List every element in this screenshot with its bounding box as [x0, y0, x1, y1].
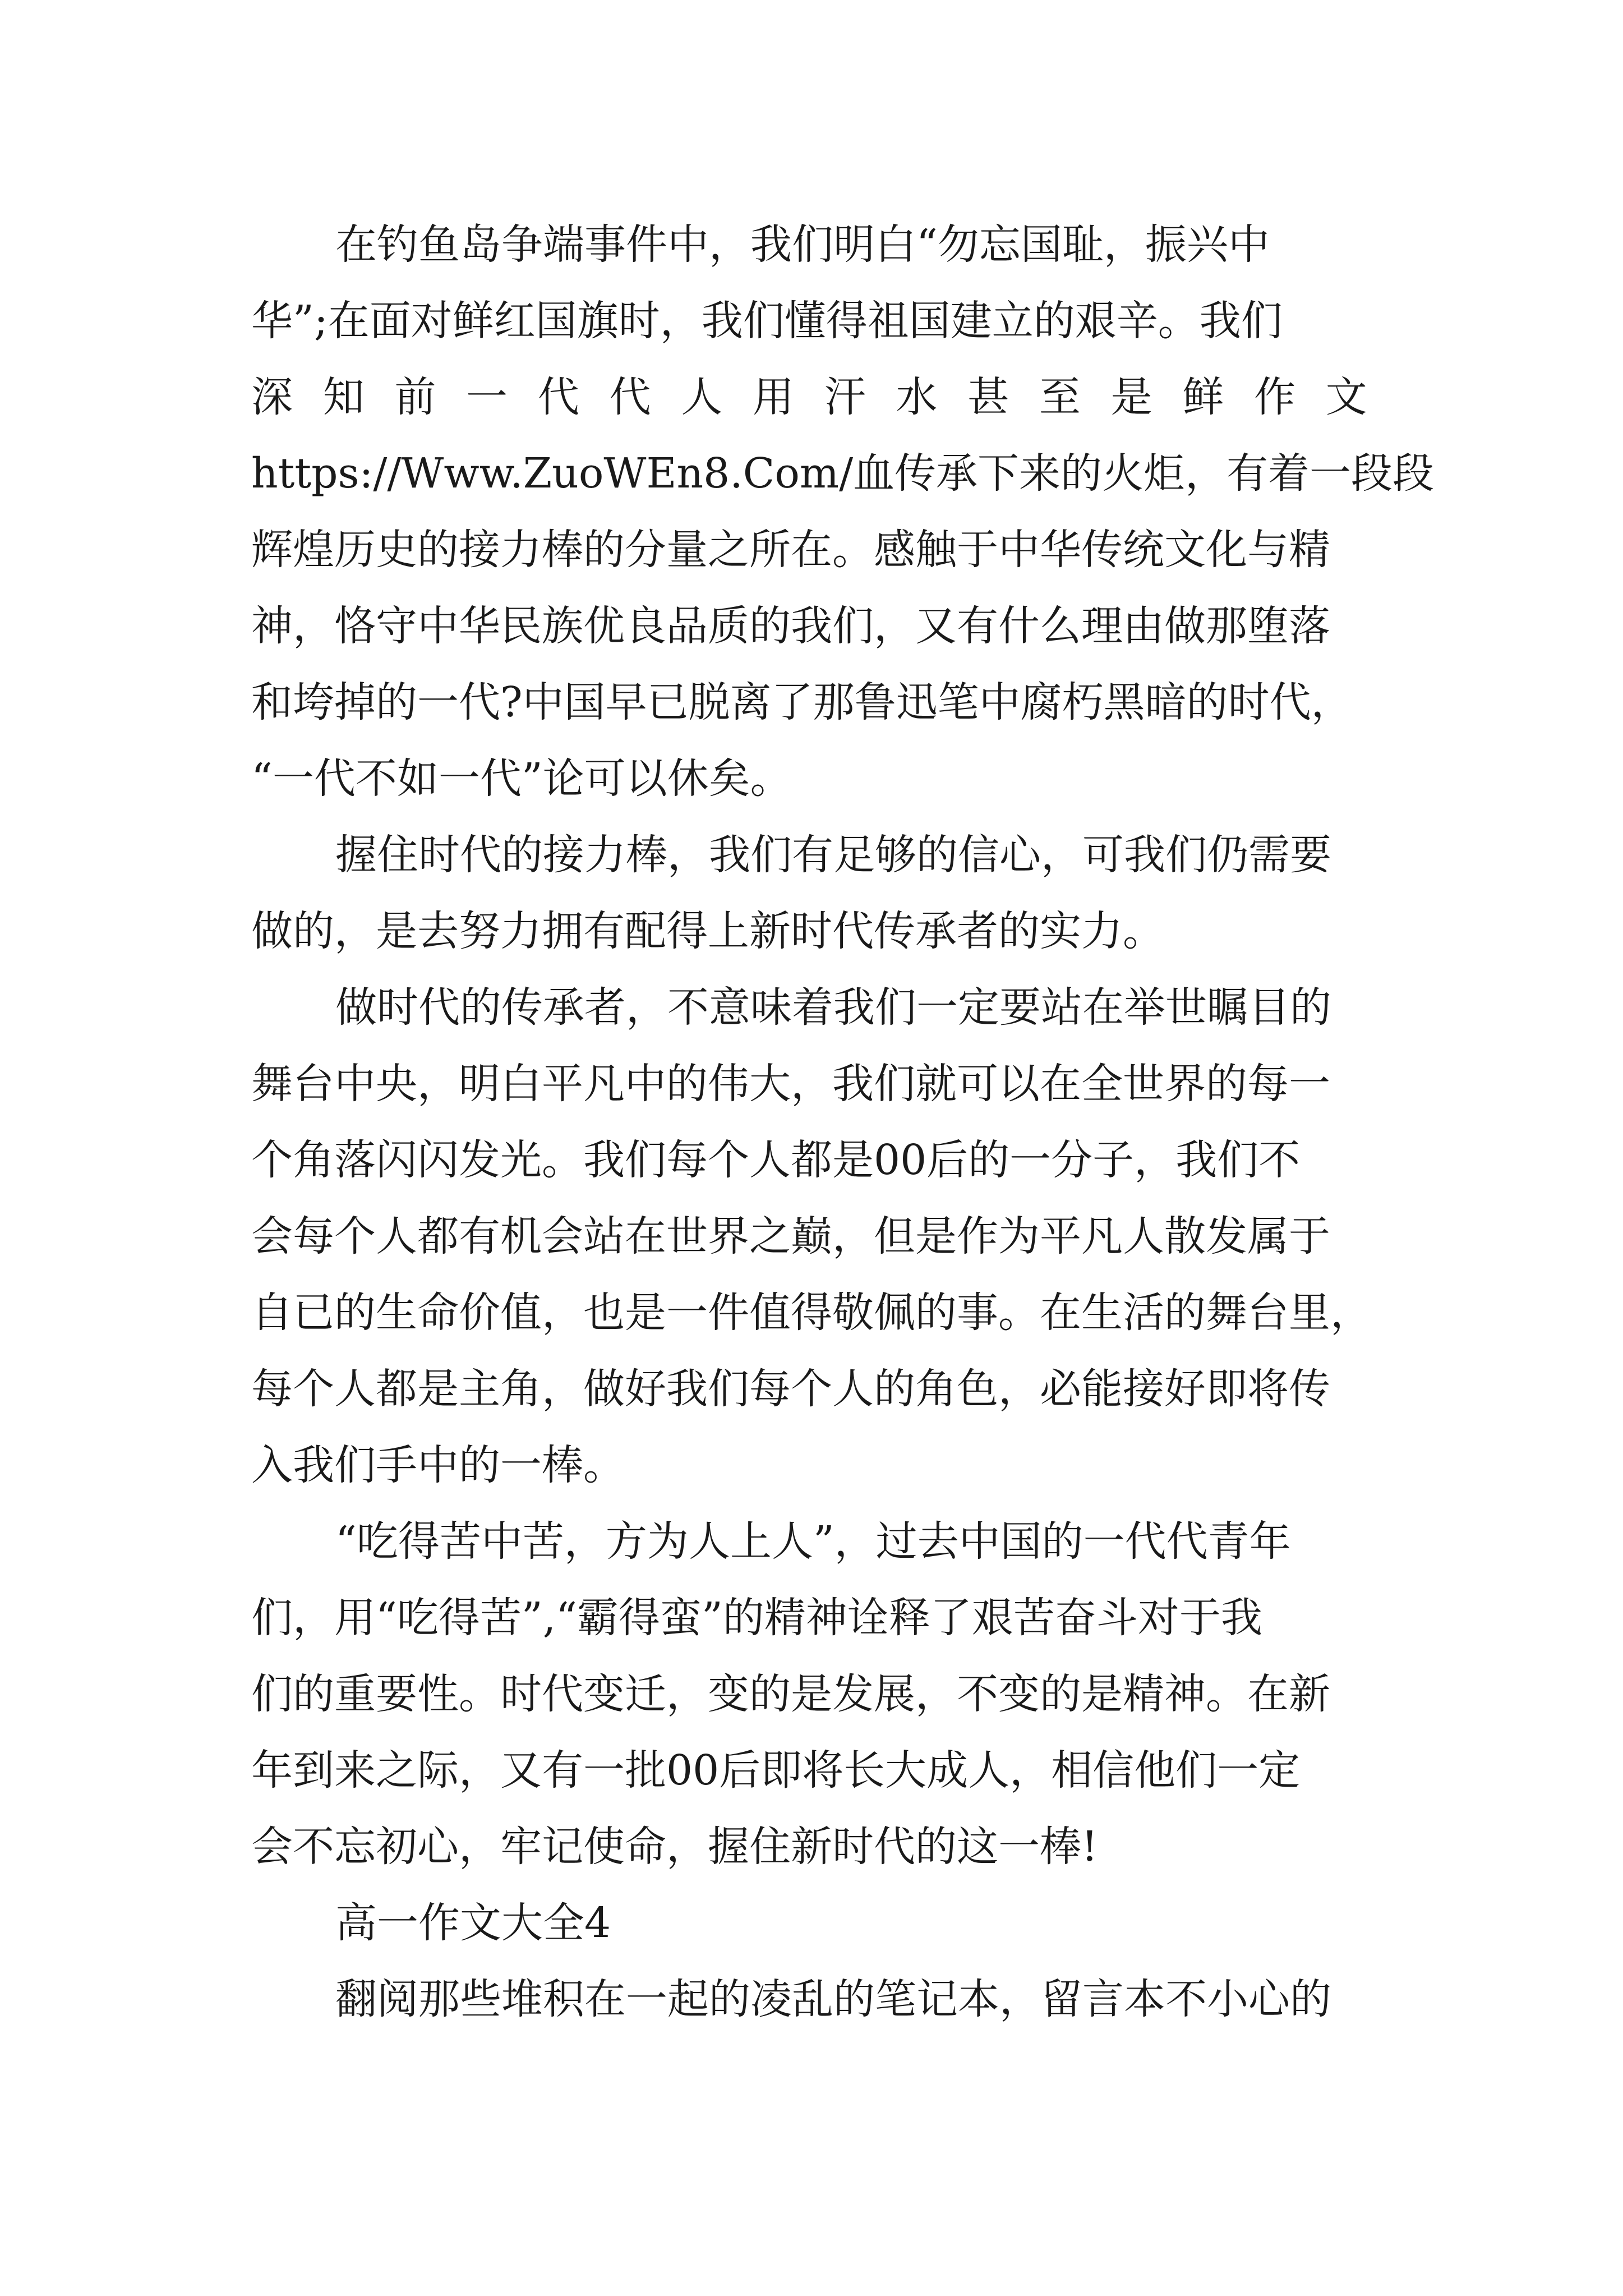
- text-glyph: 作: [1254, 373, 1296, 421]
- text-line: https://Www.ZuoWEn8.Com/血传承下来的火炬，有着一段段: [251, 449, 1434, 498]
- text-line: 们，用“吃得苦”,“霸得蛮”的精神诠释了艰苦奋斗对于我: [251, 1594, 1262, 1642]
- text-line: 做的，是去努力拥有配得上新时代传承者的实力。: [251, 907, 1164, 955]
- text-line: 个角落闪闪发光。我们每个人都是00后的一分子，我们不: [251, 1136, 1301, 1184]
- document-body: [251, 206, 1434, 2037]
- text-glyph: 人: [681, 373, 723, 421]
- text-glyph: 代: [609, 373, 651, 421]
- text-line: 入我们手中的一棒。: [251, 1441, 625, 1489]
- text-glyph: 知: [322, 373, 365, 421]
- paragraph: [251, 969, 1372, 1503]
- text-glyph: 水: [896, 373, 938, 421]
- text-glyph: 汗: [824, 373, 866, 421]
- text-line: 辉煌历史的接力棒的分量之所在。感触于中华传统文化与精: [251, 526, 1330, 574]
- paragraph: [251, 206, 1434, 817]
- text-line: 做时代的传承者，不意味着我们一定要站在举世瞩目的: [335, 983, 1331, 1032]
- text-line: 握住时代的接力棒，我们有足够的信心，可我们仍需要: [335, 831, 1331, 879]
- text-line: 每个人都是主角，做好我们每个人的角色，必能接好即将传: [251, 1365, 1330, 1413]
- text-line: 在钓鱼岛争端事件中，我们明白“勿忘国耻，振兴中: [335, 220, 1270, 269]
- text-line: 自已的生命价值，也是一件值得敬佩的事。在生活的舞台里，: [251, 1289, 1372, 1337]
- text-line: [251, 359, 1367, 435]
- text-glyph: 鲜: [1182, 373, 1224, 421]
- text-line: 会不忘初心，牢记使命，握住新时代的这一棒!: [251, 1823, 1098, 1871]
- text-glyph: 用: [753, 373, 795, 421]
- text-line: “一代不如一代”论可以休矣。: [251, 754, 792, 803]
- text-line: 们的重要性。时代变迁，变的是发展，不变的是精神。在新: [251, 1670, 1330, 1718]
- text-glyph: 至: [1039, 373, 1081, 421]
- text-glyph: 文: [1325, 373, 1367, 421]
- text-line: “吃得苦中苦，方为人上人”，过去中国的一代代青年: [335, 1517, 1291, 1566]
- text-line: 华”;在面对鲜红国旗时，我们懂得祖国建立的艰辛。我们: [251, 297, 1283, 345]
- text-glyph: 深: [251, 373, 293, 421]
- text-line: 年到来之际，又有一批00后即将长大成人，相信他们一定: [251, 1746, 1301, 1795]
- heading-line: 高一作文大全4: [335, 1899, 611, 1947]
- text-line: 会每个人都有机会站在世界之巅，但是作为平凡人散发属于: [251, 1212, 1330, 1260]
- text-line: 翻阅那些堆积在一起的凌乱的笔记本，留言本不小心的: [335, 1975, 1331, 2023]
- text-glyph: 代: [537, 373, 579, 421]
- text-line: 舞台中央，明白平凡中的伟大，我们就可以在全世界的每一: [251, 1060, 1330, 1108]
- paragraph: [251, 1503, 1367, 1885]
- text-glyph: 一: [466, 373, 508, 421]
- text-glyph: 甚: [967, 373, 1009, 421]
- paragraph: [251, 817, 1367, 969]
- text-line: 神，恪守中华民族优良品质的我们，又有什么理由做那堕落: [251, 602, 1330, 650]
- text-glyph: 是: [1110, 373, 1152, 421]
- section-heading: [251, 1885, 1367, 1961]
- paragraph: [251, 1961, 1367, 2037]
- text-line: 和垮掉的一代?中国早已脱离了那鲁迅笔中腐朽黑暗的时代，: [251, 678, 1353, 726]
- text-glyph: 前: [394, 373, 436, 421]
